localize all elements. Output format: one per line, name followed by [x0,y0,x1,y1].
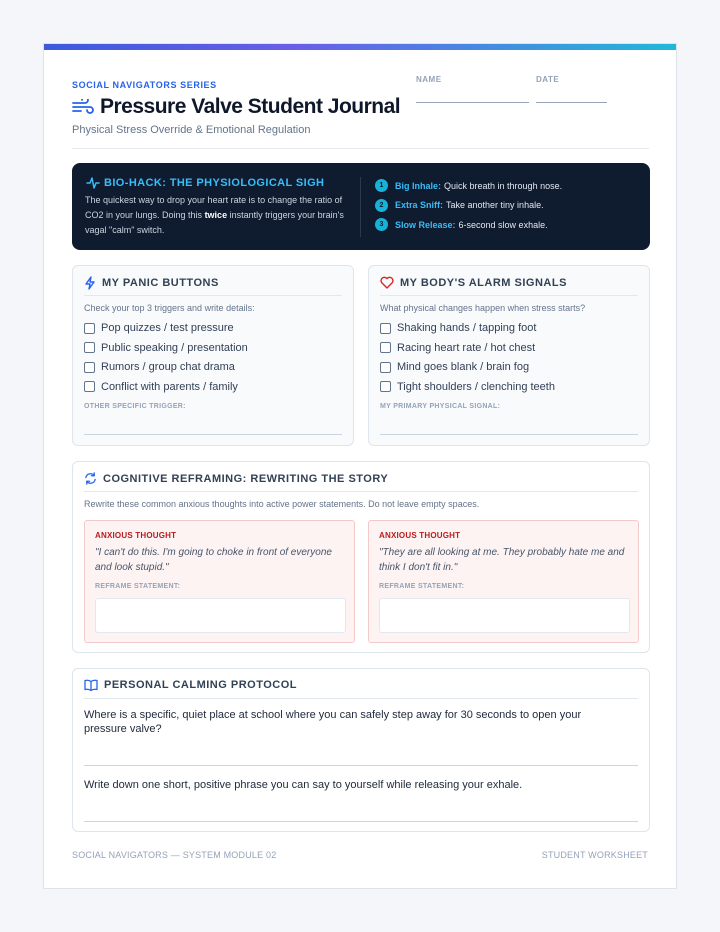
name-field[interactable] [416,102,529,103]
card-divider [380,295,638,296]
header-divider [72,148,649,149]
trigger-option[interactable]: Rumors / group chat drama [84,361,248,373]
heart-icon [380,276,394,289]
biohack-text: The quickest way to drop your heart rate is to change the ratio of CO2 in your lungs. Doing this twice instantly triggers your brain's vagal "calm" switch. [85,195,344,235]
panic-card-header [84,276,219,290]
protocol-question-1: Where is a specific, quiet place at school where you can safely step away for 30 seconds to open your pressure valve? [84,709,582,735]
alarm-card-title: MY BODY'S ALARM SIGNALS [400,276,567,289]
step-item [375,218,562,231]
protocol-answer-2[interactable] [84,821,638,822]
book-icon [84,679,98,691]
anxious-thought-label: ANXIOUS THOUGHT [95,531,177,540]
signal-option[interactable]: Tight shoulders / clenching teeth [380,381,555,393]
signal-option[interactable]: Mind goes blank / brain fog [380,361,555,373]
activity-icon [86,177,100,189]
signal-option[interactable]: Shaking hands / tapping foot [380,322,555,334]
protocol-question-2: Write down one short, positive phrase you can say to yourself while releasing your exhale. [84,779,523,791]
biohack-title: BIO-HACK: THE PHYSIOLOGICAL SIGH [104,177,325,189]
reframing-card-header [84,472,388,485]
title-row [72,95,400,119]
step-description: Take another tiny inhale. [446,200,544,210]
protocol-card-header [84,679,297,691]
signal-checklist [380,322,555,400]
trigger-checklist [84,322,248,400]
checkbox[interactable] [84,342,95,353]
reframe-label: REFRAME STATEMENT: [379,583,465,590]
breathing-steps [375,179,562,238]
step-name: Slow Release: [395,219,456,230]
refresh-icon [84,472,97,485]
card-divider [84,491,638,492]
other-trigger-label: OTHER SPECIFIC TRIGGER: [84,403,186,410]
name-label: NAME [416,75,442,84]
page-subtitle: Physical Stress Override & Emotional Regulation [72,124,311,136]
reframe-input[interactable] [379,598,630,633]
step-name: Extra Sniff: [395,200,444,210]
panic-card-title: MY PANIC BUTTONS [102,277,219,289]
anxious-thought-text: "They are all looking at me. They probably hate me and think I don't fit in." [379,547,625,573]
other-trigger-field[interactable] [84,434,342,435]
lightning-icon [84,276,96,290]
worksheet-page [43,43,677,889]
trigger-option[interactable]: Public speaking / presentation [84,342,248,354]
primary-signal-field[interactable] [380,434,638,435]
step-description: 6-second slow exhale. [458,219,548,230]
biohack-title-row [86,177,324,189]
anxious-thought-label: ANXIOUS THOUGHT [379,531,461,540]
wind-icon [72,99,94,115]
anxious-thought-text: "I can't do this. I'm going to choke in front of everyone and look stupid." [95,547,332,573]
panic-intro: Check your top 3 triggers and write details: [84,303,255,313]
protocol-answer-1[interactable] [84,765,638,766]
panic-buttons-card [72,265,354,446]
checkbox[interactable] [380,362,391,373]
checkbox[interactable] [84,362,95,373]
series-label: SOCIAL NAVIGATORS SERIES [72,80,217,90]
thought-box [84,520,355,643]
step-name: Big Inhale: [395,180,442,191]
trigger-option[interactable]: Pop quizzes / test pressure [84,322,248,334]
trigger-option[interactable]: Conflict with parents / family [84,381,248,393]
step-number: 1 [375,179,388,192]
checkbox[interactable] [380,323,391,334]
date-field[interactable] [536,102,607,103]
reframe-input[interactable] [95,598,346,633]
alarm-intro: What physical changes happen when stress starts? [380,303,586,313]
biohack-panel [72,163,650,250]
checkbox[interactable] [84,381,95,392]
biohack-divider [360,177,361,237]
card-divider [84,698,638,699]
card-divider [84,295,342,296]
reframing-card-title: COGNITIVE REFRAMING: REWRITING THE STORY [103,472,389,485]
footer-right: STUDENT WORKSHEET [541,850,648,860]
primary-signal-label: MY PRIMARY PHYSICAL SIGNAL: [380,403,501,410]
reframe-label: REFRAME STATEMENT: [95,583,181,590]
thought-box [368,520,639,643]
protocol-card-title: PERSONAL CALMING PROTOCOL [104,679,297,691]
checkbox[interactable] [380,381,391,392]
page-title: Pressure Valve Student Journal [100,95,401,118]
reframing-intro: Rewrite these common anxious thoughts into active power statements. Do not leave empty spaces. [84,499,480,509]
footer-left: SOCIAL NAVIGATORS — SYSTEM MODULE 02 [72,850,277,860]
step-description: Quick breath in through nose. [444,180,563,191]
calming-protocol-card [72,668,650,832]
step-number: 2 [375,199,388,212]
checkbox[interactable] [84,323,95,334]
alarm-card-header [380,276,567,289]
step-item [375,179,562,192]
date-label: DATE [536,75,560,84]
checkbox[interactable] [380,342,391,353]
alarm-signals-card [368,265,650,446]
reframing-card [72,461,650,653]
signal-option[interactable]: Racing heart rate / hot chest [380,342,555,354]
step-number: 3 [375,218,388,231]
step-item [375,199,562,212]
top-accent-bar [44,44,676,50]
